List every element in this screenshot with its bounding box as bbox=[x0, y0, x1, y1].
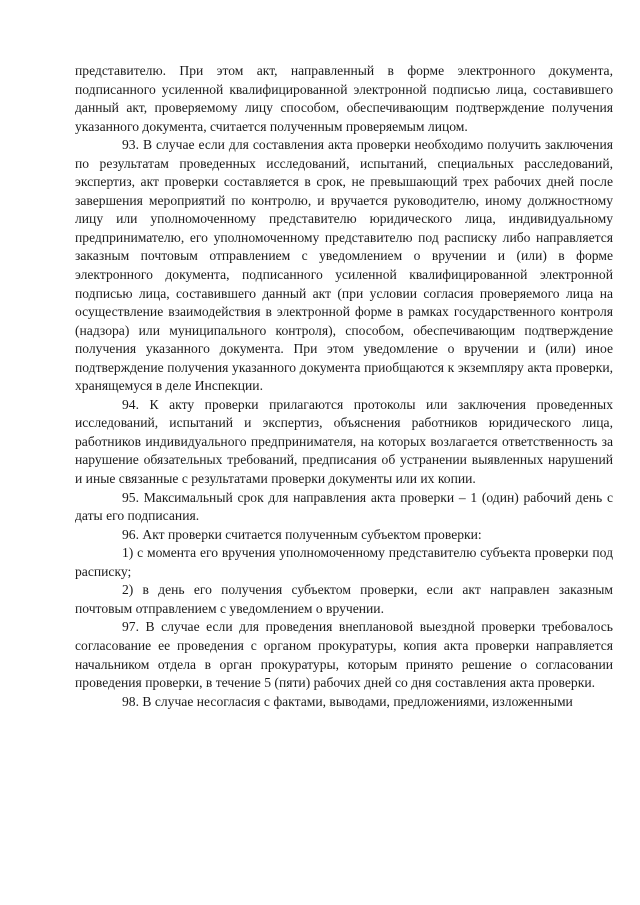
paragraph-continuation: представителю. При этом акт, направленный в форме электронного документа, подписанного усиленной квалифицированной электронной подписью лица, составившего данный акт, проверяемому лицу способом, обеспечивающим подтверждение получения указанного документа, считается полученным проверяемым лицом. bbox=[75, 63, 613, 134]
paragraph-96-item-1: 1) с момента его вручения уполномоченному представителю субъекта проверки под расписку; bbox=[75, 545, 613, 579]
paragraph-98: 98. В случае несогласия с фактами, выводами, предложениями, изложенными bbox=[122, 693, 573, 709]
paragraph-97: 97. В случае если для проведения внеплановой выездной проверки требовалось согласование ее проведения с органом прокуратуры, копия акта проверки направляется начальником отдела в орган прокуратуры, которым принято решение о согласовании проведения проверки, в течение 5 (пяти) рабочих дней со дня составления акта проверки. bbox=[75, 619, 613, 691]
paragraph-96-item-2: 2) в день его получения субъектом проверки, если акт направлен заказным почтовым отправлением с уведомлением о вручении. bbox=[75, 582, 613, 616]
document-page bbox=[75, 62, 613, 711]
paragraph-96: 96. Акт проверки считается полученным субъектом проверки: bbox=[122, 526, 482, 542]
paragraph-95: 95. Максимальный срок для направления акта проверки – 1 (один) рабочий день с даты его подписания. bbox=[75, 489, 613, 524]
paragraph-93: 93. В случае если для составления акта проверки необходимо получить заключения по результатам проведенных исследований, испытаний, специальных расследований, экспертиз, акт проверки составляется в срок, не превышающий трех рабочих дней после завершения мероприятий по контролю, и вручается руководителю, иному должностному лицу или уполномоченному представителю юридического лица, индивидуальному предпринимателю, его уполномоченному представителю под расписку либо направляется заказным почтовым отправлением с уведомлением о вручении и (или) в форме электронного документа, подписанного усиленной квалифицированной электронной подписью лица, составившего данный акт (при условии согласия проверяемого лица на осуществление взаимодействия в электронной форме в рамках государственного контроля (надзора) или муниципального контроля), способом, обеспечивающим подтверждение получения указанного документа. При этом уведомление о вручении и (или) иное подтверждение получения указанного документа приобщаются к экземпляру акта проверки, хранящемуся в деле Инспекции. bbox=[75, 137, 613, 394]
paragraph-94: 94. К акту проверки прилагаются протоколы или заключения проведенных исследований, испытаний и экспертиз, объяснения работников юридического лица, работников индивидуального предпринимателя, на которых возлагается ответственность за нарушение обязательных требований, предписания об устранении выявленных нарушений и иные связанные с результатами проверки документы или их копии. bbox=[75, 396, 613, 487]
